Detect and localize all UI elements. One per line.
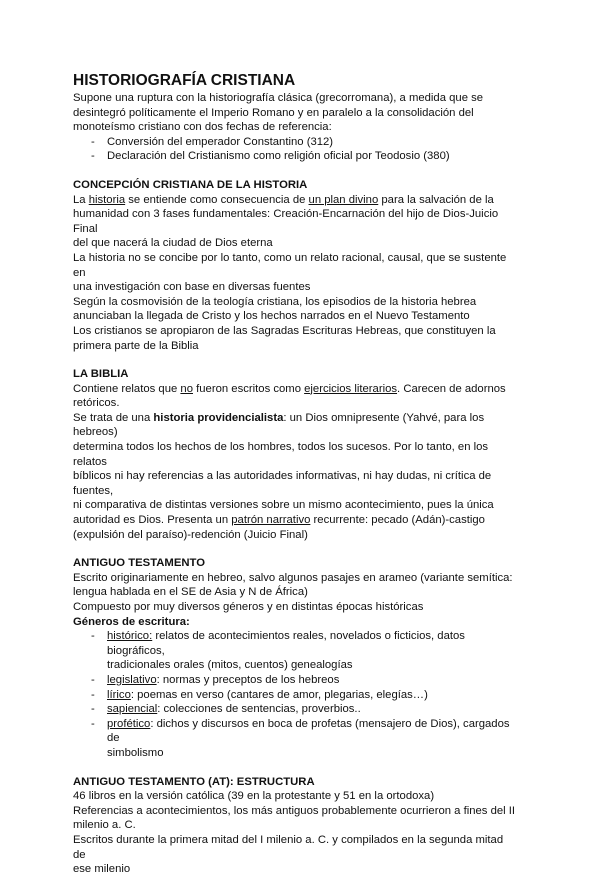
intro-line: Supone una ruptura con la historiografía clásica (grecorromana), a medida que se (73, 92, 484, 104)
genre-term: lírico (107, 688, 131, 701)
list-item: - Conversión del emperador Constantino (312) (91, 135, 334, 148)
generos-list (73, 629, 518, 760)
dash-bullet: - (91, 717, 95, 730)
underlined-term: no (180, 382, 193, 395)
bold-term: historia providencialista (153, 411, 284, 424)
list-item: - sapiencial: colecciones de sentencias, proverbios.. (91, 703, 361, 716)
concepcion-section (73, 178, 518, 353)
paragraph-line: Se trata de una historia providencialista: un Dios omnipresente (Yahvé, para los hebreos) (73, 411, 485, 439)
paragraph-line: Los cristianos se apropiaron de las Sagradas Escrituras Hebreas, que constituyen la (73, 324, 496, 337)
section-heading: ANTIGUO TESTAMENTO (73, 557, 206, 570)
paragraph-line: autoridad es Dios. Presenta un patrón narrativo recurrente: pecado (Adán)-castigo (73, 514, 485, 527)
paragraph-line: milenio a. C. (73, 819, 136, 832)
dash-bullet: - (91, 703, 95, 716)
dash-bullet: - (91, 135, 95, 148)
intro-section (73, 91, 518, 164)
paragraph-line: lengua hablada en el SE de Asia y N de África) (73, 586, 308, 599)
page-title: HISTORIOGRAFÍA CRISTIANA (73, 72, 296, 89)
paragraph-line: 46 libros en la versión católica (39 en la protestante y 51 en la ortodoxa) (73, 790, 435, 803)
paragraph-line: humanidad con 3 fases fundamentales: Creación-Encarnación del hijo de Dios-Juicio Final (73, 208, 499, 235)
paragraph-line: (expulsión del paraíso)-redención (Juicio Final) (73, 528, 308, 541)
paragraph-line: Contiene relatos que no fueron escritos como ejercicios literarios. Carecen de adornos (73, 382, 506, 395)
paragraph-line: una investigación con base en diversas fuentes (73, 281, 311, 294)
list-item: - histórico: relatos de acontecimientos reales, novelados o ficticios, datos biográficos, tradicionales orales (mitos, cuentos) genealogías (91, 630, 465, 672)
list-item: - legislativo: normas y preceptos de los hebreos (91, 673, 340, 686)
paragraph-line: Según la cosmovisión de la teología cristiana, los episodios de la historia hebrea (73, 295, 477, 308)
paragraph-line: Escrito originariamente en hebreo, salvo algunos pasajes en arameo (variante semítica: (73, 571, 513, 584)
underlined-term: historia (88, 193, 126, 206)
list-item: - Declaración del Cristianismo como religión oficial por Teodosio (380) (91, 150, 450, 163)
paragraph-line: Compuesto por muy diversos géneros y en distintas épocas históricas (73, 601, 424, 613)
paragraph-line: ese milenio (73, 863, 131, 876)
generos-heading: Géneros de escritura: (73, 615, 190, 628)
list-item: - profético: dichos y discursos en boca de profetas (mensajero de Dios), cargados de simbolismo (91, 717, 510, 759)
underlined-term: ejercicios literarios (304, 382, 398, 395)
list-item: - lírico: poemas en verso (cantares de amor, plegarias, elegías…) (91, 688, 428, 701)
genre-term: legislativo (107, 673, 157, 686)
paragraph-line: ni comparativa de distintas versiones sobre un mismo acontecimiento, pues la única (73, 499, 494, 512)
genre-term: profético (107, 717, 151, 730)
paragraph-line: retóricos. (73, 397, 120, 410)
intro-line: desintegró políticamente el Imperio Romano y en paralelo a la consolidación del (73, 106, 474, 119)
paragraph-line: bíblicos ni hay referencias a las autoridades informativas, ni hay dudas, ni crítica de fuentes, (73, 470, 492, 497)
paragraph-line: Escritos durante la primera mitad del I milenio a. C. y compilados en la segunda mitad de (73, 833, 504, 861)
paragraph-line: primera parte de la Biblia (73, 339, 199, 352)
genre-term: sapiencial (107, 703, 158, 716)
section-heading: ANTIGUO TESTAMENTO (AT): ESTRUCTURA (73, 775, 315, 788)
paragraph-line: del que nacerá la ciudad de Dios eterna (73, 237, 273, 250)
estructura-section (73, 775, 518, 877)
paragraph-line: determina todos los hechos de los hombres, todos los sucesos. Por lo tanto, en los relatos (73, 441, 489, 468)
underlined-term: un plan divino (308, 193, 379, 206)
section-heading: LA BIBLIA (73, 368, 129, 381)
dash-bullet: - (91, 688, 95, 701)
paragraph-line: La historia no se concibe por lo tanto, como un relato racional, causal, que se sustente en (73, 251, 507, 279)
dash-bullet: - (91, 673, 95, 686)
dash-bullet: - (91, 150, 95, 163)
intro-line: monoteísmo cristiano con dos fechas de referencia: (73, 121, 332, 134)
antiguo-testamento-section (73, 556, 518, 760)
paragraph-line: Referencias a acontecimientos, los más antiguos probablemente ocurrieron a fines del II (73, 804, 516, 817)
dash-bullet: - (91, 630, 95, 643)
genre-term: histórico: (107, 630, 153, 643)
underlined-term: patrón narrativo (231, 514, 311, 527)
biblia-section (73, 367, 518, 542)
paragraph-line: La historia se entiende como consecuencia de un plan divino para la salvación de la (73, 193, 494, 206)
section-heading: CONCEPCIÓN CRISTIANA DE LA HISTORIA (73, 178, 308, 191)
paragraph-line: anunciaban la llegada de Cristo y los hechos narrados en el Nuevo Testamento (73, 310, 470, 323)
reference-dates-list (73, 135, 518, 164)
